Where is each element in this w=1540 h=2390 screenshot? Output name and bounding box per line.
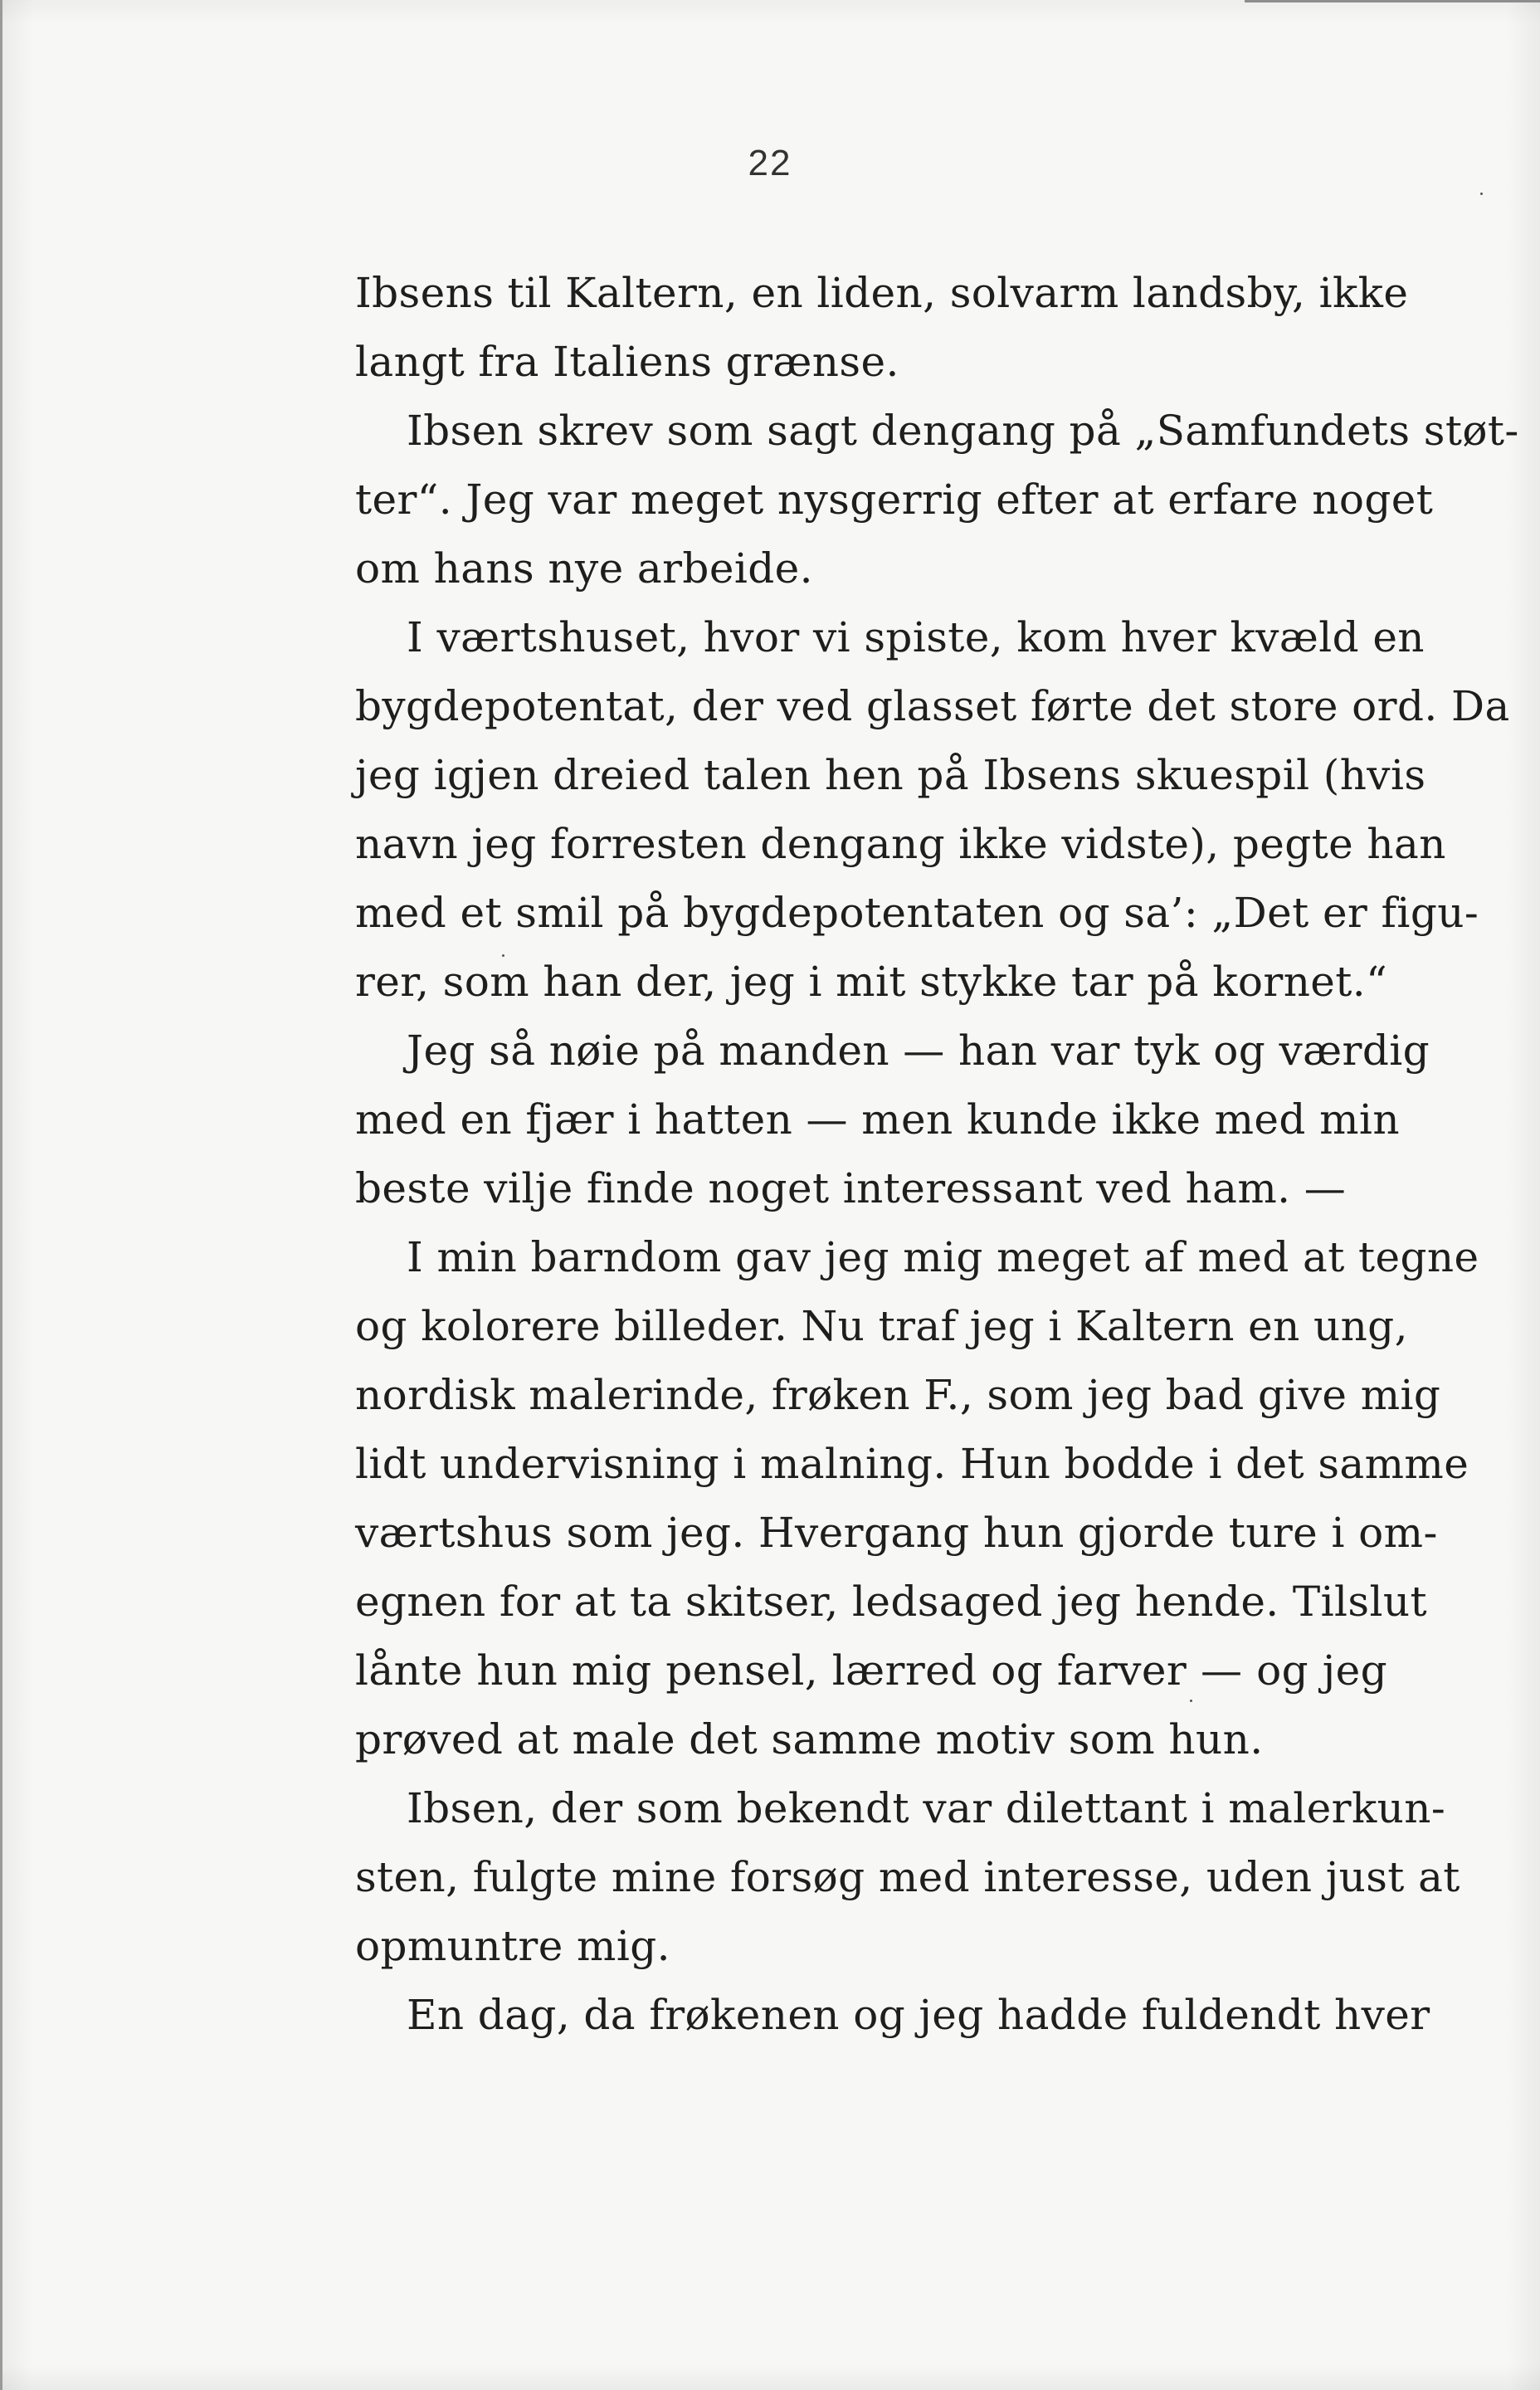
text-line: og kolorere billeder. Nu traf jeg i Kaltern en ung, (355, 1302, 1408, 1350)
text-line: sten, fulgte mine forsøg med interesse, uden just at (355, 1853, 1460, 1901)
text-line: med en fjær i hatten — men kunde ikke med min (355, 1095, 1400, 1144)
text-line: I værtshuset, hvor vi spiste, kom hver kvæld en (407, 613, 1425, 661)
text-line: lånte hun mig pensel, lærred og farver — og jeg (355, 1646, 1387, 1695)
text-line: navn jeg forresten dengang ikke vidste), pegte han (355, 820, 1446, 868)
scan-speck (502, 954, 504, 957)
text-line: nordisk malerinde, frøken F., som jeg bad give mig (355, 1371, 1441, 1419)
scan-edge-left (0, 0, 2, 2390)
text-line: værtshus som jeg. Hvergang hun gjorde ture i om- (355, 1509, 1438, 1557)
text-line: Jeg så nøie på manden — han var tyk og værdig (407, 1027, 1430, 1075)
text-line: I min barndom gav jeg mig meget af med at tegne (407, 1233, 1479, 1281)
text-line: med et smil på bygdepotentaten og sa’: „Det er figu- (355, 889, 1479, 937)
scan-edge-top (1245, 0, 1540, 2)
text-line: En dag, da frøkenen og jeg hadde fuldendt hver (407, 1991, 1430, 2039)
page-number: 22 (748, 143, 792, 183)
text-line: Ibsens til Kaltern, en liden, solvarm landsby, ikke (355, 269, 1409, 317)
text-line: Ibsen skrev som sagt dengang på „Samfundets støt- (407, 407, 1519, 455)
scan-speck (1190, 1700, 1192, 1702)
text-line: jeg igjen dreied talen hen på Ibsens skuespil (hvis (355, 751, 1426, 799)
body-text (355, 259, 1519, 2050)
text-line: bygdepotentat, der ved glasset førte det store ord. Da (355, 682, 1510, 730)
text-line: prøved at male det samme motiv som hun. (355, 1715, 1264, 1763)
text-line: opmuntre mig. (355, 1922, 670, 1970)
text-line: langt fra Italiens grænse. (355, 338, 899, 386)
text-line: Ibsen, der som bekendt var dilettant i malerkun- (407, 1784, 1446, 1832)
scan-speck (1480, 193, 1483, 195)
text-line: rer, som han der, jeg i mit stykke tar på kornet.“ (355, 958, 1388, 1006)
text-line: egnen for at ta skitser, ledsaged jeg hende. Tilslut (355, 1578, 1427, 1626)
text-line: beste vilje finde noget interessant ved ham. — (355, 1164, 1347, 1212)
text-line: ter“. Jeg var meget nysgerrig efter at erfare noget (355, 476, 1434, 524)
text-line: lidt undervisning i malning. Hun bodde i det samme (355, 1440, 1469, 1488)
text-line: om hans nye arbeide. (355, 544, 813, 593)
